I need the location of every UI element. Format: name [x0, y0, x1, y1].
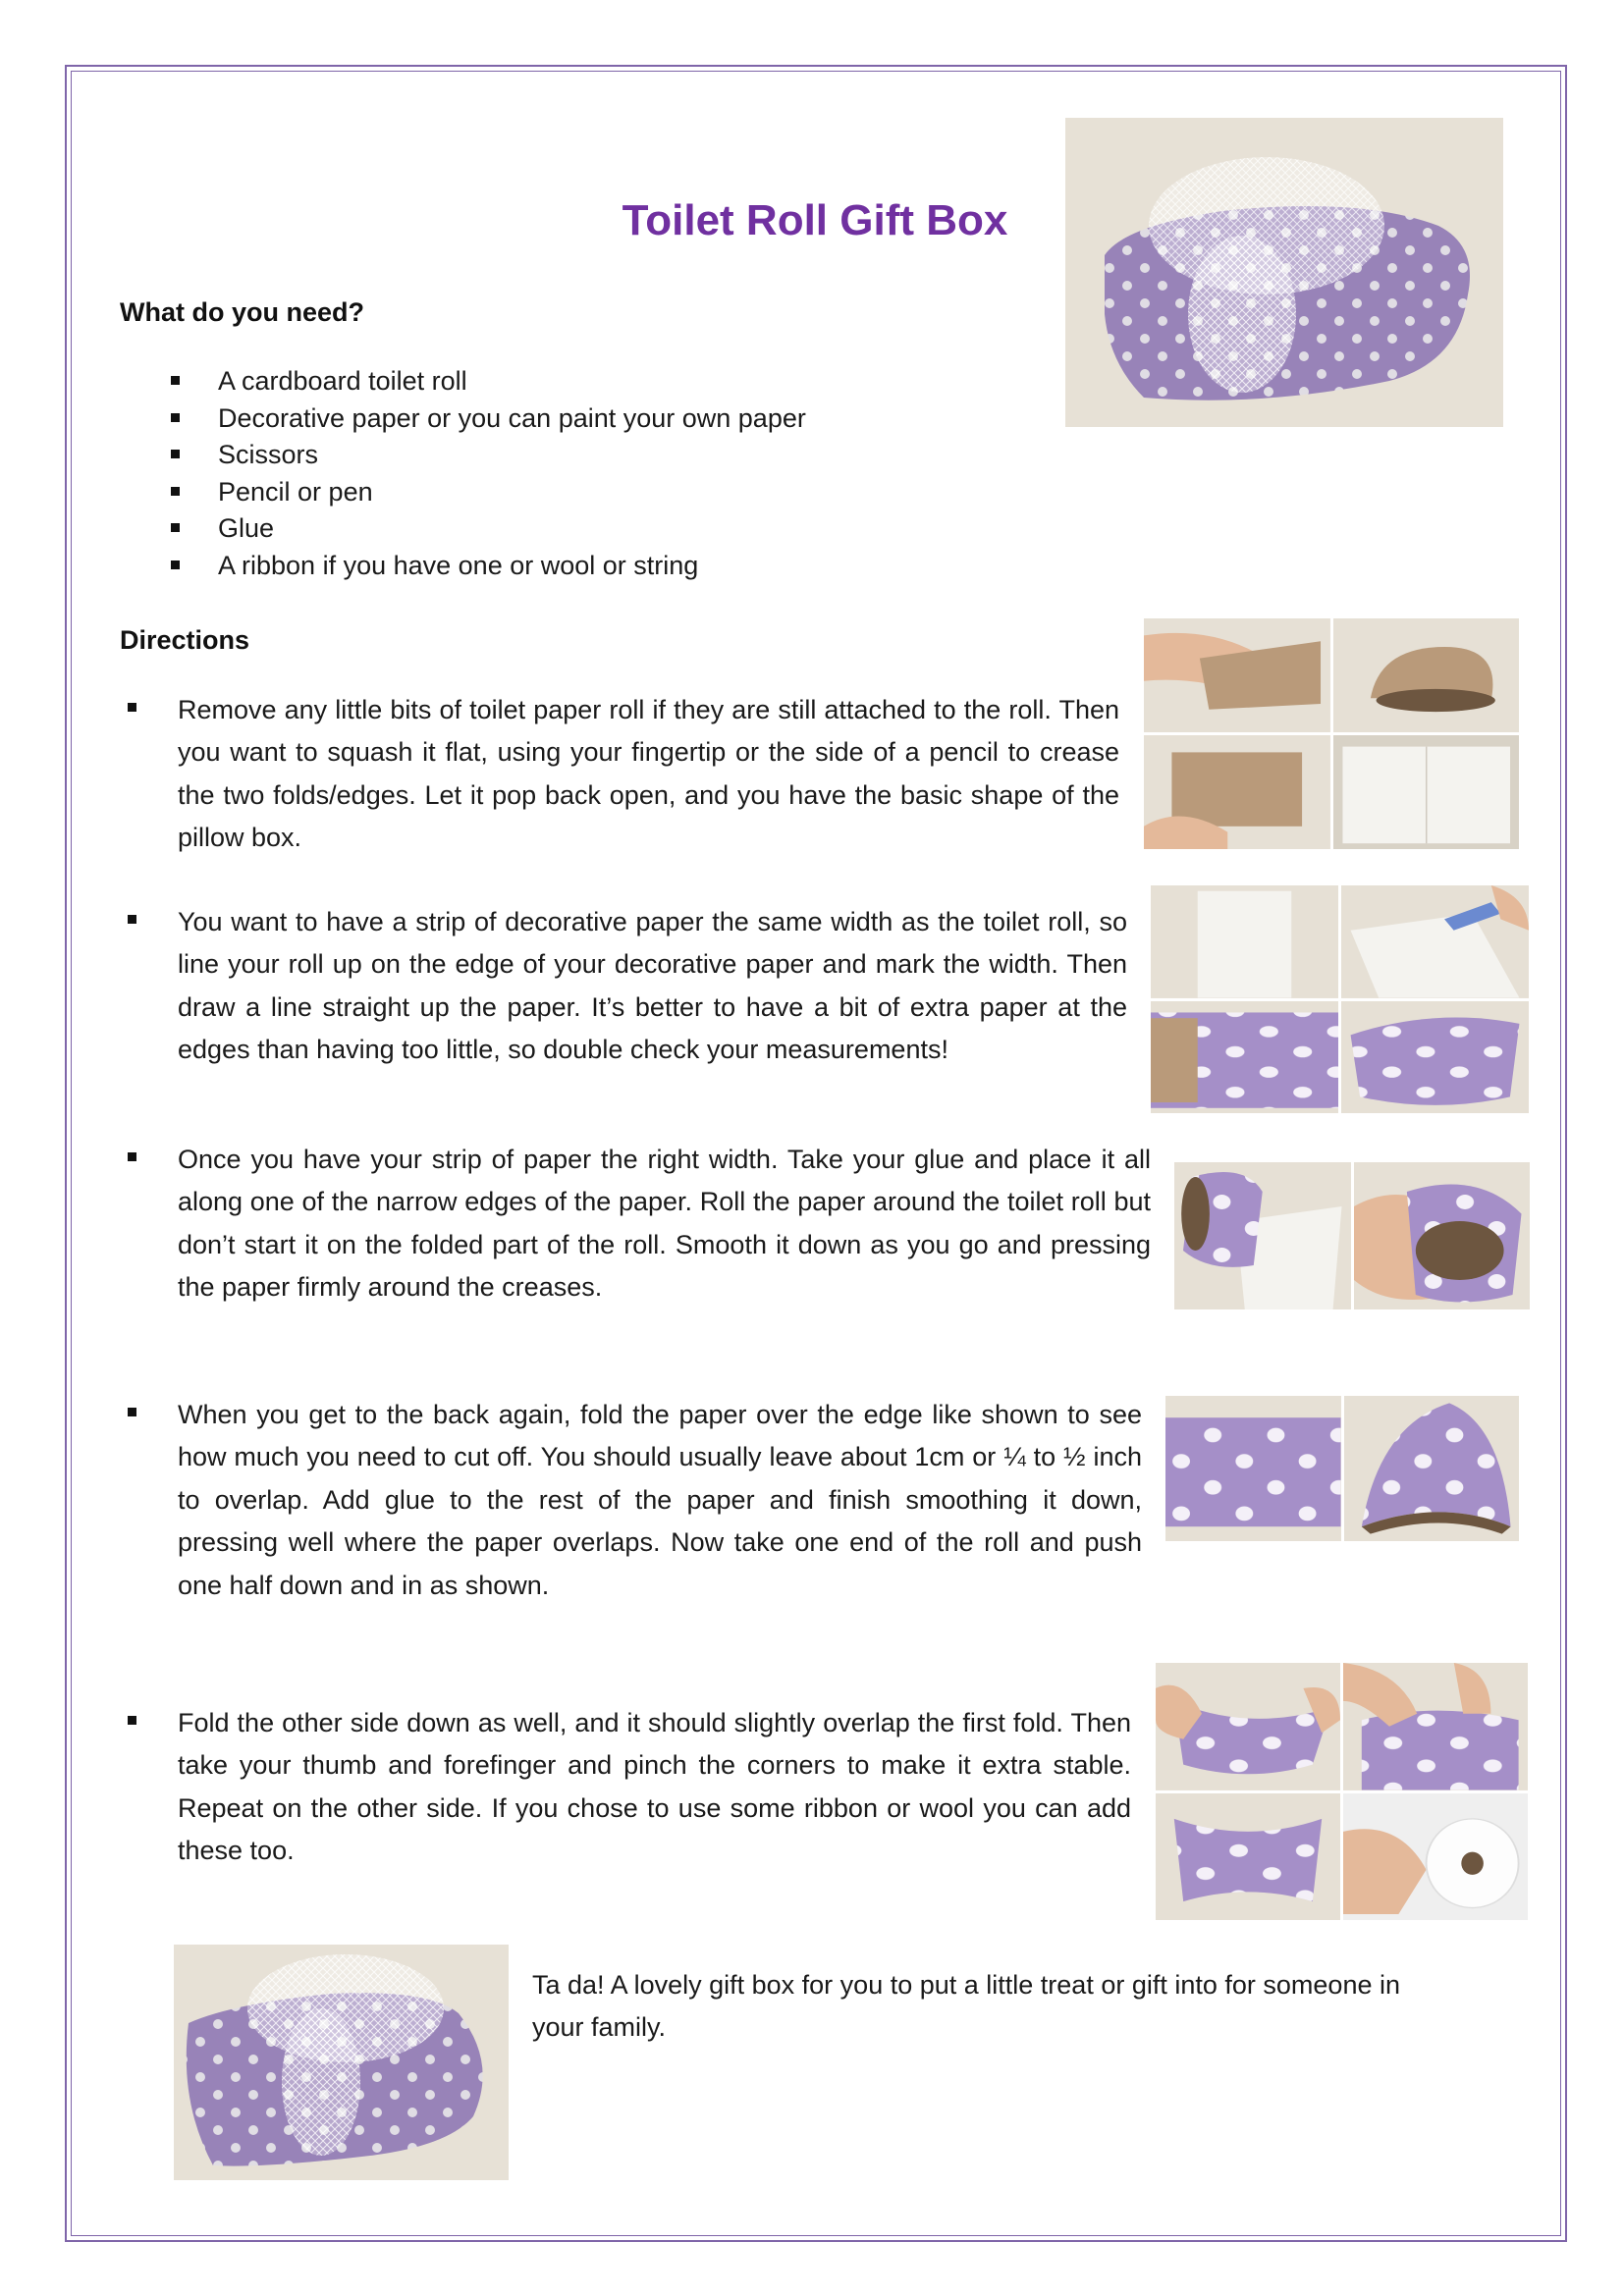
- step-photo: [1341, 885, 1529, 998]
- materials-list: [167, 363, 806, 584]
- materials-list-item: A cardboard toilet roll: [167, 363, 806, 400]
- materials-list-item: A ribbon if you have one or wool or string: [167, 548, 806, 585]
- step-photo: [1354, 1162, 1531, 1309]
- bullet-icon: [171, 450, 180, 458]
- bullet-icon: [171, 561, 180, 569]
- materials-list-item: Decorative paper or you can paint your own paper: [167, 400, 806, 438]
- step-photo: [1333, 618, 1520, 732]
- finished-gift-box-photo-top: [1065, 118, 1503, 427]
- step-photo: [1156, 1663, 1340, 1790]
- materials-list-item: Glue: [167, 510, 806, 548]
- needs-heading: What do you need?: [120, 297, 364, 327]
- closing-text: Ta da! A lovely gift box for you to put a little treat or gift into for someone in your family.: [532, 1970, 1400, 2043]
- materials-list-item: Scissors: [167, 437, 806, 474]
- step-3-photos: [1174, 1162, 1530, 1309]
- bullet-icon: [128, 1408, 136, 1416]
- step-text: You want to have a strip of decorative paper the same width as the toilet roll, so line your roll up on the edge of your decorative paper and mark the width. Then draw a line straight up the paper. It’s better to have a bit of extra paper at the edges than having too little, so double check your measurements!: [178, 907, 1127, 1065]
- directions-heading: Directions: [120, 625, 250, 655]
- step-text: Once you have your strip of paper the right width. Take your glue and place it all along one of the narrow edges of the paper. Roll the paper around the toilet roll but don’t start it on the folded part of the roll. Smooth it down as you go and pressing the paper firmly around the creases.: [178, 1145, 1151, 1303]
- step-text: When you get to the back again, fold the paper over the edge like shown to see how much you need to cut off. You should usually leave about 1cm or ¼ to ½ inch to overlap. Add glue to the rest of the paper and finish smoothing it down, pressing well where the paper overlaps. Now take one end of the roll and push one half down and in as shown.: [178, 1400, 1142, 1600]
- step-photo: [1341, 1001, 1529, 1114]
- bullet-icon: [128, 915, 136, 924]
- step-1-photos: [1144, 618, 1519, 849]
- direction-step-1: [128, 689, 1119, 860]
- step-text: Remove any little bits of toilet paper roll if they are still attached to the roll. Then you want to squash it flat, using your fingertip or the side of a pencil to crease the two folds/edges. Let it pop back open, and you have the basic shape of the pillow box.: [178, 695, 1119, 853]
- bullet-icon: [171, 376, 180, 385]
- step-photo: [1174, 1162, 1351, 1309]
- direction-step-5: [128, 1702, 1131, 1873]
- step-text: Fold the other side down as well, and it should slightly overlap the first fold. Then take your thumb and forefinger and pinch the corners to make it extra stable. Repeat on the other side. If you chose to use some ribbon or wool you can add these too.: [178, 1708, 1131, 1866]
- step-photo: [1165, 1396, 1341, 1541]
- bullet-icon: [128, 1716, 136, 1725]
- bullet-icon: [128, 1152, 136, 1161]
- page-title: Toilet Roll Gift Box: [622, 196, 1008, 244]
- step-photo: [1151, 1001, 1338, 1114]
- bullet-icon: [128, 703, 136, 712]
- step-photo: [1156, 1793, 1340, 1921]
- step-photo: [1144, 618, 1330, 732]
- step-photo: [1144, 735, 1330, 849]
- step-photo: [1151, 885, 1338, 998]
- step-photo: [1343, 1663, 1528, 1790]
- step-2-photos: [1151, 885, 1529, 1113]
- direction-step-4: [128, 1394, 1142, 1607]
- step-4-photos: [1165, 1396, 1519, 1541]
- direction-step-3: [128, 1139, 1151, 1309]
- materials-list-item: Pencil or pen: [167, 474, 806, 511]
- finished-gift-box-photo-bottom: [174, 1945, 509, 2180]
- direction-step-2: [128, 901, 1127, 1072]
- step-photo: [1333, 735, 1520, 849]
- bullet-icon: [171, 487, 180, 496]
- step-5-photos: [1156, 1663, 1528, 1920]
- bullet-icon: [171, 413, 180, 422]
- step-photo: [1343, 1793, 1528, 1921]
- step-photo: [1344, 1396, 1520, 1541]
- bullet-icon: [171, 523, 180, 532]
